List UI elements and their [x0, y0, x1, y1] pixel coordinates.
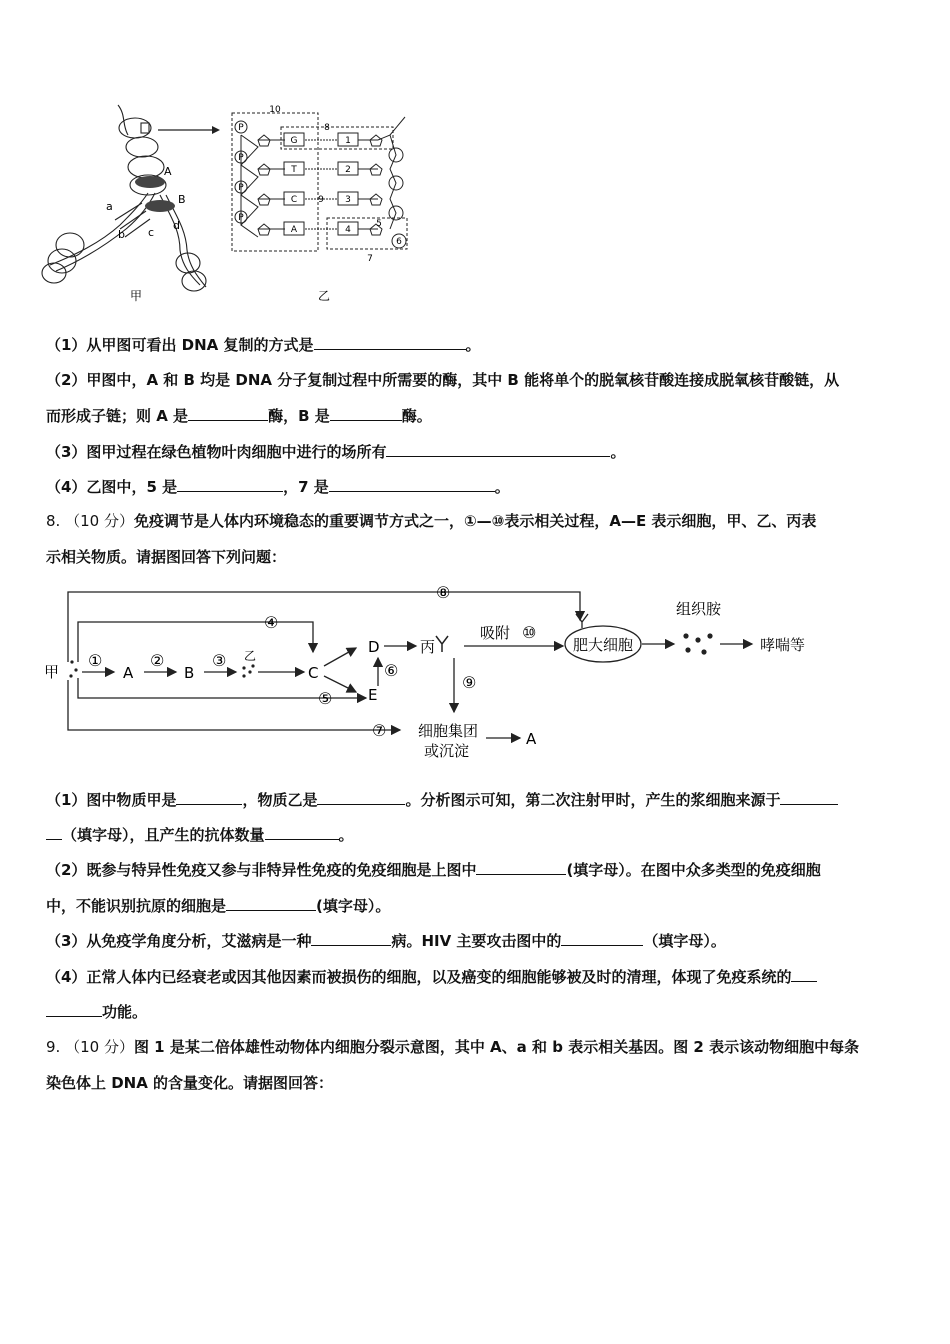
- mark-b: b: [118, 228, 125, 241]
- q7-blank-3[interactable]: [330, 406, 402, 421]
- q8-stem-cont: 示相关物质。请据图回答下列问题：: [46, 548, 287, 566]
- q7-blank-4[interactable]: [386, 442, 610, 457]
- mark-A: A: [164, 165, 172, 178]
- q7-part2: （2）甲图中，A 和 B 均是 DNA 分子复制过程中所需要的酶，其中 B 能将单个的脱氧核苷酸连接成脱氧核苷酸链，从: [46, 371, 840, 389]
- enzyme-A: [135, 176, 165, 188]
- cell-A: A: [123, 664, 134, 682]
- step-1: ①: [88, 651, 103, 670]
- q8-part3: （3）从免疫学角度分析，艾滋病是一种 病。HIV 主要攻击图中的 （填字母）。: [46, 932, 726, 950]
- path-7: [68, 680, 400, 730]
- num-8: 8: [324, 123, 330, 133]
- mark-c: c: [148, 226, 155, 239]
- mark-B: B: [178, 193, 186, 206]
- q8-blank-6[interactable]: [226, 896, 316, 911]
- phosphate-4: P: [238, 213, 244, 223]
- label-histamine: 组织胺: [676, 600, 722, 618]
- q8-blank-9b[interactable]: [46, 1002, 102, 1017]
- base-2: 2: [345, 165, 351, 175]
- base-A: A: [290, 225, 298, 235]
- label-adsorb: 吸附: [480, 624, 511, 642]
- histamine-dots: [683, 633, 712, 654]
- base-G: G: [290, 136, 298, 146]
- step-8: ⑧: [436, 583, 451, 602]
- label-yi: 乙: [318, 289, 331, 303]
- cell-D: D: [368, 638, 380, 656]
- q8-part1: （1）图中物质甲是 ，物质乙是 。分析图示可知，第二次注射甲时，产生的浆细胞来源于: [46, 789, 906, 811]
- q8-blank-9a[interactable]: [791, 967, 817, 982]
- num-5: 5: [376, 219, 382, 229]
- antigen-jia-dots: [69, 660, 77, 677]
- antibody-icon: [436, 636, 448, 652]
- step-5: ⑤: [318, 689, 333, 708]
- q7-part2-cont: 而形成子链；则 A 是 酶，B 是 酶。: [46, 407, 432, 425]
- cell-C: C: [308, 664, 319, 682]
- q9-stem: 9. （10 分）图 1 是某二倍体雄性动物体内细胞分裂示意图，其中 A、a 和 b 表示相关基因。图 2 表示该动物细胞中每条: [46, 1038, 860, 1056]
- phosphate-3: P: [238, 183, 244, 193]
- base-C: C: [290, 195, 298, 205]
- label-bing: 丙: [420, 638, 436, 656]
- q8-blank-5[interactable]: [476, 860, 566, 875]
- label-clump-1: 细胞集团: [418, 722, 479, 740]
- label-A-out: A: [526, 730, 537, 748]
- q8-blank-7[interactable]: [311, 931, 391, 946]
- step-10: ⑩: [522, 623, 537, 642]
- mark-a: a: [106, 200, 113, 213]
- label-jia: 甲: [44, 663, 60, 681]
- q8-blank-2[interactable]: [317, 790, 405, 805]
- base-T: T: [291, 165, 297, 175]
- num-9: 9: [318, 195, 324, 205]
- substance-yi-dots: [242, 664, 254, 677]
- num-7: 7: [367, 254, 373, 264]
- step-4: ④: [264, 613, 279, 632]
- num-10: 10: [269, 105, 281, 115]
- q7-blank-1[interactable]: [314, 335, 466, 350]
- step-6: ⑥: [384, 661, 399, 680]
- q8-part4-cont: 功能。: [46, 1001, 906, 1023]
- label-asthma: 哮喘等: [760, 636, 806, 654]
- dna-structure-yi: [232, 113, 407, 251]
- q8-blank-1[interactable]: [176, 790, 242, 805]
- base-4: 4: [345, 225, 351, 235]
- receptor-icon: [576, 614, 588, 628]
- label-jia: 甲: [130, 289, 143, 303]
- step-3: ③: [212, 651, 227, 670]
- q7-blank-5[interactable]: [177, 477, 283, 492]
- q7-part3: （3）图甲过程在绿色植物叶肉细胞中进行的场所有 。: [46, 443, 626, 461]
- q8-part2-cont: 中，不能识别抗原的细胞是 (填字母）。: [46, 897, 391, 915]
- q8-part2: （2）既参与特异性免疫又参与非特异性免疫的免疫细胞是上图中 (填字母）。在图中众多类型的免疫细胞: [46, 861, 821, 879]
- q8-part1-cont: （填字母），且产生的抗体数量 。: [46, 824, 906, 846]
- label-yi: 乙: [244, 649, 257, 663]
- q7-blank-2[interactable]: [188, 406, 268, 421]
- cell-B: B: [184, 664, 195, 682]
- mark-d: d: [173, 219, 180, 232]
- step-7: ⑦: [372, 721, 387, 740]
- q7-part4: （4）乙图中，5 是 ，7 是 。: [46, 478, 510, 496]
- q7-blank-6[interactable]: [329, 477, 495, 492]
- label-clump-2: 或沉淀: [424, 742, 470, 760]
- q9-stem-cont: 染色体上 DNA 的含量变化。请据图回答：: [46, 1074, 334, 1092]
- phosphate-1: P: [238, 123, 244, 133]
- base-1: 1: [345, 136, 351, 146]
- q8-blank-3b[interactable]: [46, 825, 62, 840]
- q8-part4: （4）正常人体内已经衰老或因其他因素而被损伤的细胞，以及癌变的细胞能够被及时的清理，体现了免疫系统的: [46, 966, 906, 988]
- base-3: 3: [345, 195, 351, 205]
- step-2: ②: [150, 651, 165, 670]
- num-6: 6: [396, 237, 402, 247]
- q8-blank-8[interactable]: [561, 931, 643, 946]
- phosphate-2: P: [238, 153, 244, 163]
- q8-stem: 8. （10 分）免疫调节是人体内环境稳态的重要调节方式之一，①—⑩表示相关过程，A—E 表示细胞，甲、乙、丙表: [46, 512, 817, 530]
- cell-E: E: [368, 686, 378, 704]
- q8-blank-4[interactable]: [265, 825, 339, 840]
- dna-replication-figure: [30, 95, 430, 310]
- enzyme-B: [145, 200, 175, 212]
- step-9: ⑨: [462, 673, 477, 692]
- label-mast-cell: 肥大细胞: [573, 636, 634, 654]
- immune-regulation-figure: [40, 580, 830, 765]
- q8-blank-3a[interactable]: [780, 790, 838, 805]
- q7-part1: （1）从甲图可看出 DNA 复制的方式是 。: [46, 336, 481, 354]
